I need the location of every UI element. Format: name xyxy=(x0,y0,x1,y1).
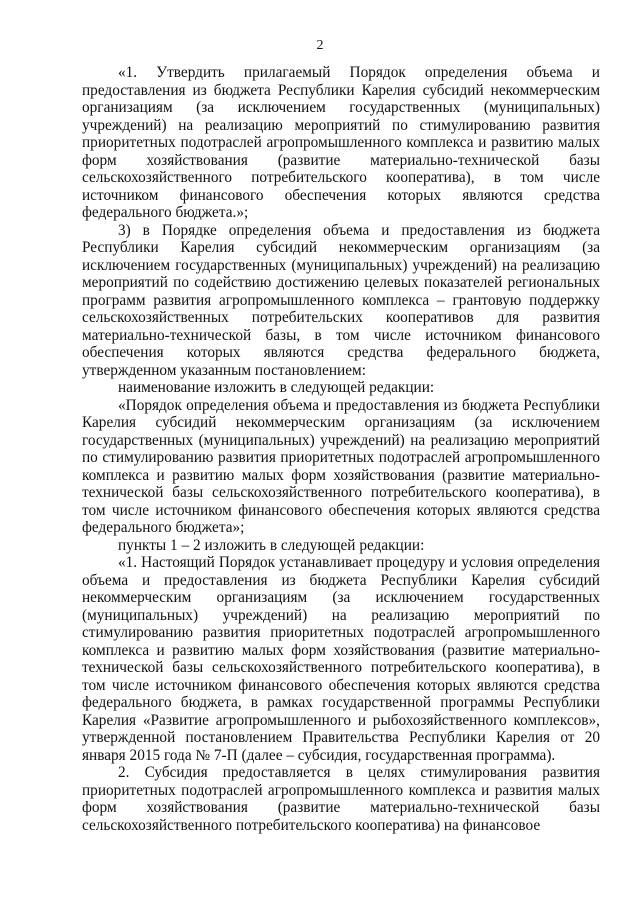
paragraph-approve-order: «1. Утвердить прилагаемый Порядок определения объема и предоставления из бюджета Республики Карелия субсидий некоммерческим организациям (за исключением государственных (муниципальных) учреждений) на реализацию мероприятий по стимулированию развития приоритетных подотраслей агропромышленного комплекса и развитию малых форм хозяйствования (развитие материально-технической базы сельскохозяйственного потребительского кооператива), в том числе источником финансового обеспечения которых являются средства федерального бюджета.»; xyxy=(82,64,600,221)
paragraph-point-2: 2. Субсидия предоставляется в целях стимулирования развития приоритетных подотраслей агропромышленного комплекса и развития малых форм хозяйствования (развитие материально-технической базы сельскохозяйственного потребительского кооператива) на финансовое xyxy=(82,764,600,834)
paragraph-point-1: «1. Настоящий Порядок устанавливает процедуру и условия определения объема и предоставления из бюджета Республики Карелия субсидий некоммерческим организациям (за исключением государственных (муниципальных) учреждений) на реализацию мероприятий по стимулированию развития приоритетных подотраслей агропромышленного комплекса и развитию малых форм хозяйствования (развитие материально-технической базы сельскохозяйственного потребительского кооператива), в том числе источником финансового обеспечения которых являются средства федерального бюджета, в рамках государственной программы Республики Карелия «Развитие агропромышленного и рыбохозяйственного комплексов», утвержденной постановлением Правительства Республики Карелия от 20 января 2015 года № 7-П (далее – субсидия, государственная программа). xyxy=(82,554,600,764)
paragraph-new-title: «Порядок определения объема и предоставления из бюджета Республики Карелия субсидий некоммерческим организациям (за исключением государственных (муниципальных) учреждений) на реализацию мероприятий по стимулированию развития приоритетных подотраслей агропромышленного комплекса и развитию малых форм хозяйствования (развитие материально-технической базы сельскохозяйственного потребительского кооператива), в том числе источником финансового обеспечения которых являются средства федерального бюджета»; xyxy=(82,396,600,536)
paragraph-item-3: 3) в Порядке определения объема и предоставления из бюджета Республики Карелия субсидий некоммерческим организациям (за исключением государственных (муниципальных) учреждений) на реализацию мероприятий по содействию достижению целевых показателей региональных программ развития агропромышленного комплекса – грантовую поддержку сельскохозяйственных потребительских кооперативов для развития материально-технической базы, в том числе источником финансового обеспечения которых являются средства федерального бюджета, утвержденном указанным постановлением: xyxy=(82,221,600,379)
paragraph-title-change: наименование изложить в следующей редакции: xyxy=(118,379,435,396)
document-body xyxy=(82,64,600,834)
paragraph-points-change: пункты 1 – 2 изложить в следующей редакции: xyxy=(118,536,425,554)
page-number: 2 xyxy=(316,38,324,53)
